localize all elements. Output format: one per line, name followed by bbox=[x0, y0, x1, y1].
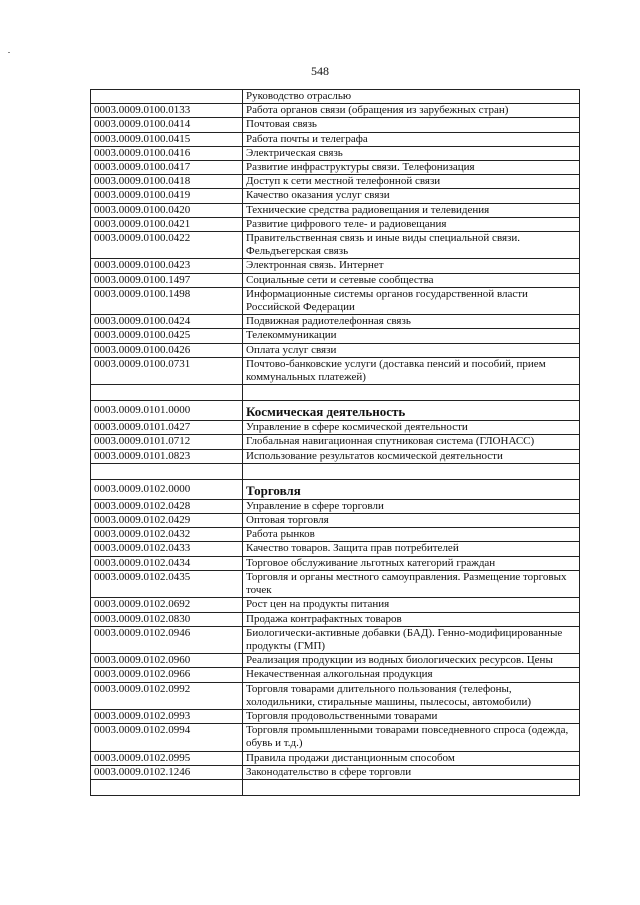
row-title: Некачественная алкогольная продукция bbox=[243, 668, 580, 682]
row-title: Работа почты и телеграфа bbox=[243, 132, 580, 146]
table-row bbox=[91, 175, 580, 189]
row-title: Биологически-активные добавки (БАД). Генно-модифицированные продукты (ГМП) bbox=[243, 626, 580, 653]
table-row bbox=[91, 724, 580, 751]
row-title: Технические средства радиовещания и телевидения bbox=[243, 203, 580, 217]
table-row bbox=[91, 146, 580, 160]
section-row bbox=[91, 401, 580, 421]
table-row bbox=[91, 528, 580, 542]
row-title: Работа органов связи (обращения из зарубежных стран) bbox=[243, 104, 580, 118]
row-title: Управление в сфере космической деятельности bbox=[243, 421, 580, 435]
row-title: Торговля продовольственными товарами bbox=[243, 709, 580, 723]
row-title: Информационные системы органов государственной власти Российской Федерации bbox=[243, 287, 580, 314]
row-code: 0003.0009.0101.0823 bbox=[91, 449, 243, 463]
table-row bbox=[91, 203, 580, 217]
row-code: 0003.0009.0102.0830 bbox=[91, 612, 243, 626]
row-title bbox=[243, 779, 580, 795]
table-row bbox=[91, 765, 580, 779]
row-title: Торговля товарами длительного пользования (телефоны, холодильники, стиральные машины, пылесосы, автомобили) bbox=[243, 682, 580, 709]
table-row bbox=[91, 315, 580, 329]
table-row bbox=[91, 118, 580, 132]
row-title bbox=[243, 385, 580, 401]
row-code: 0003.0009.0102.0995 bbox=[91, 751, 243, 765]
section-row bbox=[91, 479, 580, 499]
table-row bbox=[91, 287, 580, 314]
row-title: Торговля промышленными товарами повседневного спроса (одежда, обувь и т.д.) bbox=[243, 724, 580, 751]
row-title: Законодательство в сфере торговли bbox=[243, 765, 580, 779]
row-title: Использование результатов космической деятельности bbox=[243, 449, 580, 463]
row-code: 0003.0009.0102.0428 bbox=[91, 499, 243, 513]
table-row bbox=[91, 668, 580, 682]
row-title: Почтовая связь bbox=[243, 118, 580, 132]
row-title: Электронная связь. Интернет bbox=[243, 259, 580, 273]
table-row bbox=[91, 273, 580, 287]
row-code: 0003.0009.0102.0692 bbox=[91, 598, 243, 612]
section-title: Торговля bbox=[243, 479, 580, 499]
row-title: Работа рынков bbox=[243, 528, 580, 542]
row-code: 0003.0009.0102.0434 bbox=[91, 556, 243, 570]
table-row bbox=[91, 189, 580, 203]
row-title: Рост цен на продукты питания bbox=[243, 598, 580, 612]
row-code: 0003.0009.0100.0416 bbox=[91, 146, 243, 160]
row-title: Доступ к сети местной телефонной связи bbox=[243, 175, 580, 189]
table-row bbox=[91, 654, 580, 668]
row-code: 0003.0009.0100.0419 bbox=[91, 189, 243, 203]
row-code bbox=[91, 385, 243, 401]
table-row bbox=[91, 499, 580, 513]
row-title bbox=[243, 463, 580, 479]
row-title: Качество оказания услуг связи bbox=[243, 189, 580, 203]
row-code: 0003.0009.0101.0712 bbox=[91, 435, 243, 449]
scan-speck bbox=[8, 52, 10, 53]
table-row bbox=[91, 570, 580, 597]
table-row bbox=[91, 132, 580, 146]
row-title: Почтово-банковские услуги (доставка пенсий и пособий, прием коммунальных платежей) bbox=[243, 357, 580, 384]
row-code: 0003.0009.0102.0966 bbox=[91, 668, 243, 682]
row-code bbox=[91, 779, 243, 795]
blank-row bbox=[91, 463, 580, 479]
row-title: Оптовая торговля bbox=[243, 514, 580, 528]
row-code: 0003.0009.0100.0425 bbox=[91, 329, 243, 343]
table-row bbox=[91, 598, 580, 612]
table-row bbox=[91, 435, 580, 449]
row-code: 0003.0009.0102.0435 bbox=[91, 570, 243, 597]
table-row bbox=[91, 682, 580, 709]
row-code: 0003.0009.0100.0133 bbox=[91, 104, 243, 118]
row-title: Телекоммуникации bbox=[243, 329, 580, 343]
table-row bbox=[91, 161, 580, 175]
row-code bbox=[91, 90, 243, 104]
row-title: Торговля и органы местного самоуправления. Размещение торговых точек bbox=[243, 570, 580, 597]
row-code: 0003.0009.0100.0421 bbox=[91, 217, 243, 231]
row-code: 0003.0009.0100.1498 bbox=[91, 287, 243, 314]
row-code: 0003.0009.0102.1246 bbox=[91, 765, 243, 779]
table-row bbox=[91, 612, 580, 626]
row-title: Оплата услуг связи bbox=[243, 343, 580, 357]
row-title: Подвижная радиотелефонная связь bbox=[243, 315, 580, 329]
blank-row bbox=[91, 779, 580, 795]
row-code: 0003.0009.0102.0946 bbox=[91, 626, 243, 653]
row-code: 0003.0009.0102.0432 bbox=[91, 528, 243, 542]
row-title: Правила продажи дистанционным способом bbox=[243, 751, 580, 765]
row-title: Электрическая связь bbox=[243, 146, 580, 160]
row-title: Управление в сфере торговли bbox=[243, 499, 580, 513]
table-row bbox=[91, 104, 580, 118]
row-title: Глобальная навигационная спутниковая система (ГЛОНАСС) bbox=[243, 435, 580, 449]
table-row bbox=[91, 542, 580, 556]
table-row bbox=[91, 556, 580, 570]
table-row bbox=[91, 514, 580, 528]
row-title: Правительственная связь и иные виды специальной связи. Фельдъегерская связь bbox=[243, 232, 580, 259]
table-row bbox=[91, 90, 580, 104]
row-code: 0003.0009.0100.0426 bbox=[91, 343, 243, 357]
row-code: 0003.0009.0100.0420 bbox=[91, 203, 243, 217]
table-row bbox=[91, 357, 580, 384]
row-code: 0003.0009.0100.0418 bbox=[91, 175, 243, 189]
blank-row bbox=[91, 385, 580, 401]
row-code: 0003.0009.0100.0415 bbox=[91, 132, 243, 146]
row-code: 0003.0009.0100.0423 bbox=[91, 259, 243, 273]
table-row bbox=[91, 421, 580, 435]
row-title: Социальные сети и сетевые сообщества bbox=[243, 273, 580, 287]
row-code bbox=[91, 463, 243, 479]
table-row bbox=[91, 626, 580, 653]
row-code: 0003.0009.0102.0994 bbox=[91, 724, 243, 751]
row-title: Руководство отраслью bbox=[243, 90, 580, 104]
row-code: 0003.0009.0101.0000 bbox=[91, 401, 243, 421]
row-title: Реализация продукции из водных биологических ресурсов. Цены bbox=[243, 654, 580, 668]
row-code: 0003.0009.0102.0960 bbox=[91, 654, 243, 668]
table-row bbox=[91, 329, 580, 343]
row-title: Развитие цифрового теле- и радиовещания bbox=[243, 217, 580, 231]
table-row bbox=[91, 259, 580, 273]
row-title: Развитие инфраструктуры связи. Телефонизация bbox=[243, 161, 580, 175]
row-code: 0003.0009.0100.0424 bbox=[91, 315, 243, 329]
row-code: 0003.0009.0100.1497 bbox=[91, 273, 243, 287]
table-row bbox=[91, 217, 580, 231]
row-code: 0003.0009.0100.0414 bbox=[91, 118, 243, 132]
row-code: 0003.0009.0102.0993 bbox=[91, 709, 243, 723]
row-code: 0003.0009.0101.0427 bbox=[91, 421, 243, 435]
section-title: Космическая деятельность bbox=[243, 401, 580, 421]
table-row bbox=[91, 709, 580, 723]
table-row bbox=[91, 343, 580, 357]
row-title: Качество товаров. Защита прав потребителей bbox=[243, 542, 580, 556]
row-title: Торговое обслуживание льготных категорий граждан bbox=[243, 556, 580, 570]
classifier-table-body bbox=[91, 90, 580, 796]
classifier-table bbox=[90, 89, 580, 796]
row-code: 0003.0009.0100.0422 bbox=[91, 232, 243, 259]
row-code: 0003.0009.0102.0992 bbox=[91, 682, 243, 709]
row-code: 0003.0009.0100.0731 bbox=[91, 357, 243, 384]
page-number: 548 bbox=[311, 64, 329, 78]
table-row bbox=[91, 232, 580, 259]
row-code: 0003.0009.0102.0000 bbox=[91, 479, 243, 499]
row-code: 0003.0009.0102.0429 bbox=[91, 514, 243, 528]
table-row bbox=[91, 449, 580, 463]
row-title: Продажа контрафактных товаров bbox=[243, 612, 580, 626]
row-code: 0003.0009.0100.0417 bbox=[91, 161, 243, 175]
table-row bbox=[91, 751, 580, 765]
row-code: 0003.0009.0102.0433 bbox=[91, 542, 243, 556]
